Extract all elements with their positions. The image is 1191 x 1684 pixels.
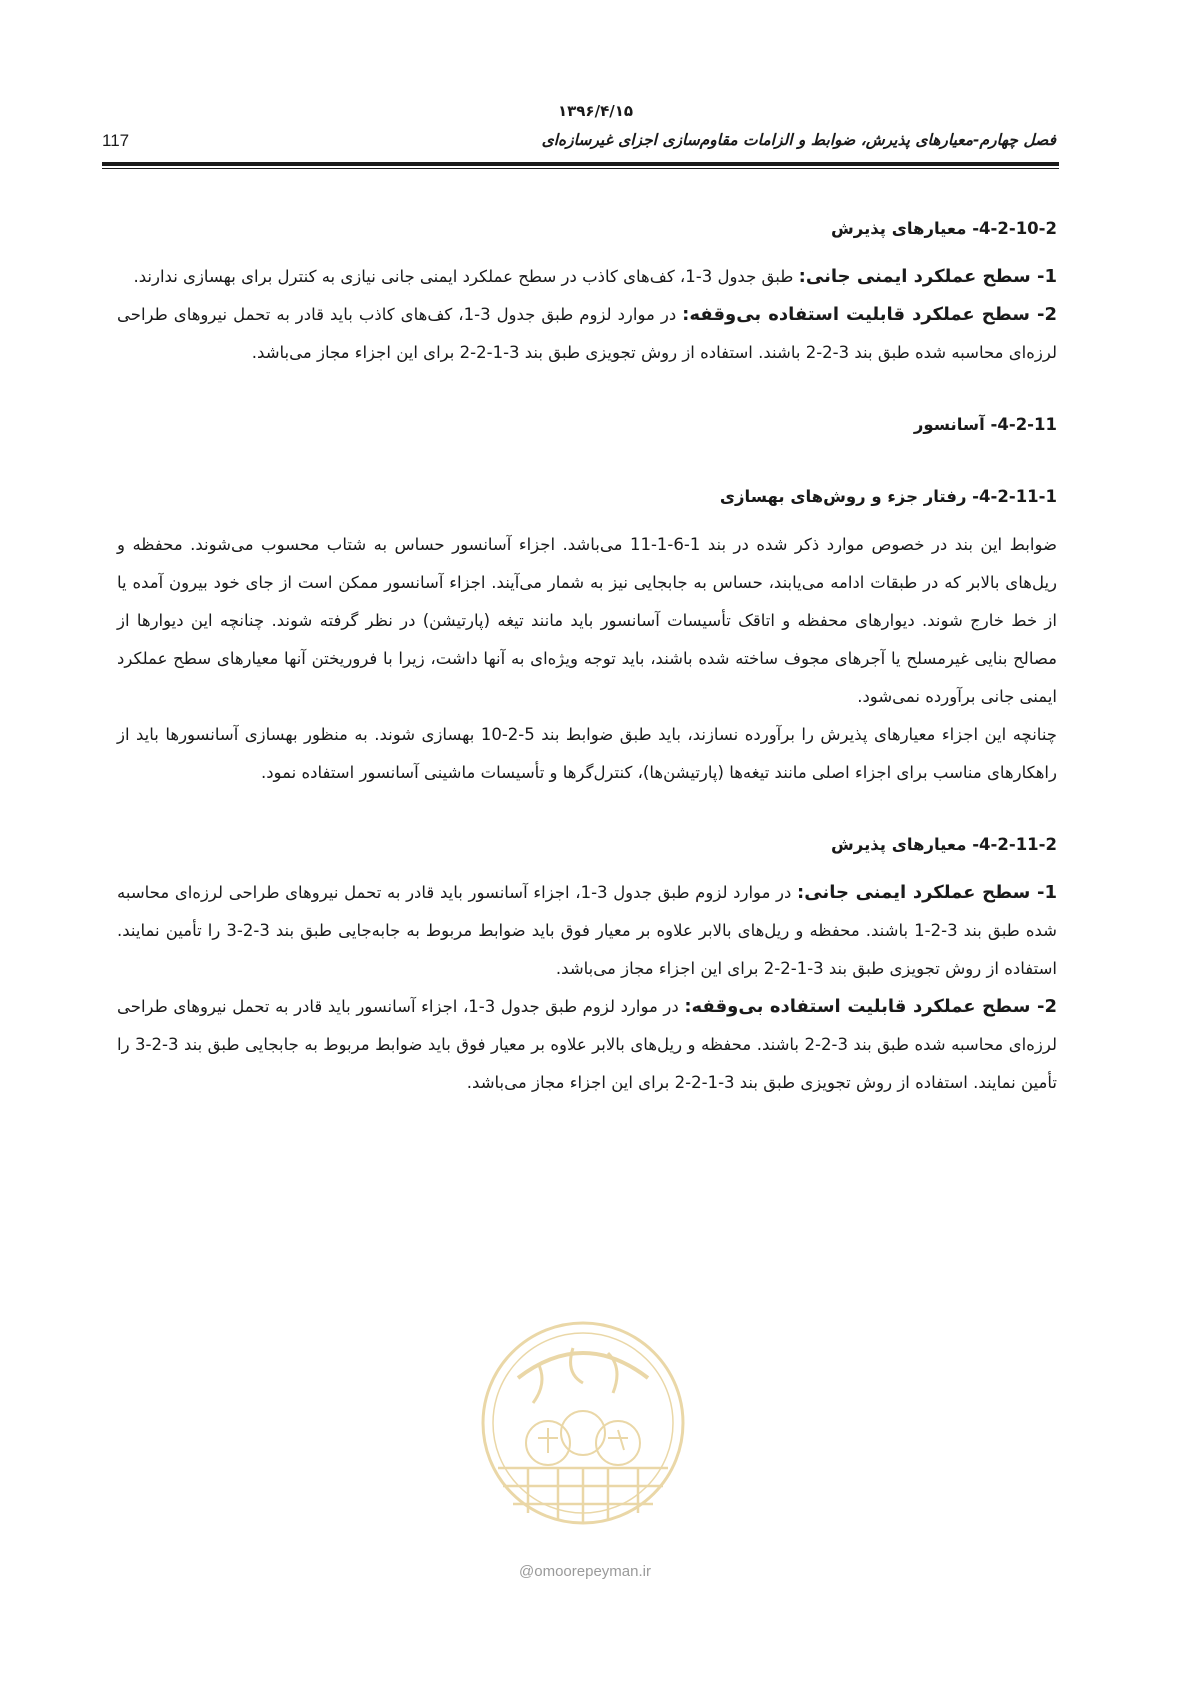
section-heading-component-behavior: 4-2-11-1- رفتار جزء و روش‌های بهسازی — [719, 487, 1057, 506]
paragraph-life-safety-elevator — [117, 874, 1057, 988]
watermark-site: @omoorepeyman.ir — [519, 1563, 651, 1580]
header-rule-thick — [102, 162, 1059, 166]
paragraph-elevator-retrofit: چنانچه این اجزاء معیارهای پذیرش را برآورده نسازند، باید طبق ضوابط بند 5-2-10 بهسازی شوند. به منظور بهسازی آسانسورها باید از راهکارهای مناسب برای اجزاء اصلی مانند تیغه‌ها (پارتیشن‌ها)، کنترل‌گرها و تأسیسات ماشینی آسانسور استفاده نمود. — [117, 725, 1057, 782]
section-heading-elevator: 4-2-11- آسانسور — [913, 415, 1057, 434]
paragraph-text: در موارد لزوم طبق جدول 3-1، اجزاء آسانسور باید قادر به تحمل نیروهای طراحی لرزه‌ای محاسبه شده طبق بند 3-2-1 باشند. محفظه و ریل‌های بالابر علاوه بر معیار فوق باید ضوابط مربوط به جابه‌جایی طبق بند 3-2-3 را تأمین نمایند. استفاده از روش تجویزی طبق بند 3-1-2-2 برای این اجزاء مجاز می‌باشد. — [117, 883, 1057, 978]
watermark-logo-icon — [478, 1318, 688, 1528]
chapter-title: فصل چهارم-معیارهای پذیرش، ضوابط و الزامات مقاوم‌سازی اجزای غیرسازه‌ای — [541, 131, 1056, 149]
watermark-site-text: omoorepeyman.ir — [534, 1563, 651, 1580]
paragraph-immediate-occupancy-elevator — [117, 988, 1057, 1102]
paragraph-lead: 1- سطح عملکرد ایمنی جانی: — [797, 882, 1057, 903]
paragraph-lead: 1- سطح عملکرد ایمنی جانی: — [798, 266, 1057, 287]
paragraph-life-safety-floors — [117, 258, 1057, 296]
paragraph-lead: 2- سطح عملکرد قابلیت استفاده بی‌وقفه: — [682, 304, 1057, 325]
paragraph-text: طبق جدول 3-1، کف‌های کاذب در سطح عملکرد ایمنی جانی نیازی به کنترل برای بهسازی ندارند. — [133, 267, 799, 286]
header-rule-thin — [102, 168, 1059, 169]
page-number: 117 — [102, 131, 130, 150]
paragraph-text: در موارد لزوم طبق جدول 3-1، کف‌های کاذب باید قادر به تحمل نیروهای طراحی لرزه‌ای محاسبه شده طبق بند 3-2-2 باشند. استفاده از روش تجویزی طبق بند 3-1-2-2 برای این اجزاء مجاز می‌باشد. — [117, 305, 1057, 362]
section-heading-acceptance-criteria-elevator: 4-2-11-2- معیارهای پذیرش — [831, 835, 1057, 854]
paragraph-lead: 2- سطح عملکرد قابلیت استفاده بی‌وقفه: — [684, 996, 1057, 1017]
header-date: ۱۳۹۶/۴/۱۵ — [557, 102, 634, 120]
paragraph-elevator-behavior: ضوابط این بند در خصوص موارد ذکر شده در بند 1-6-1-11 می‌باشد. اجزاء آسانسور حساس به شتاب محسوب می‌شوند. محفظه و ریل‌های بالابر که در طبقات ادامه می‌یابند، حساس به جابجایی نیز به شمار می‌آیند. اجزاء آسانسور ممکن است از جای خود بیرون آمده یا از خط خارج شوند. دیوارهای محفظه و اتاقک تأسیسات آسانسور باید مانند تیغه (پارتیشن) در نظر گرفته شوند. چنانچه این دیوارها از مصالح بنایی غیرمسلح یا آجرهای مجوف ساخته شده باشند، باید توجه ویژه‌ای به آنها داشت، زیرا با فروریختن آنها معیارهای سطح عملکرد ایمنی جانی برآورده نمی‌شود. — [117, 535, 1057, 706]
page-content — [117, 210, 1057, 1102]
section-heading-acceptance-criteria-ceiling: 4-2-10-2- معیارهای پذیرش — [831, 219, 1057, 238]
paragraph-immediate-occupancy-floors — [117, 296, 1057, 372]
paragraph-text: در موارد لزوم طبق جدول 3-1، اجزاء آسانسور باید قادر به تحمل نیروهای طراحی لرزه‌ای محاسبه شده طبق بند 3-2-2 باشند. محفظه و ریل‌های بالابر علاوه بر معیار فوق باید ضوابط مربوط به جابجایی طبق بند 3-2-3 را تأمین نمایند. استفاده از روش تجویزی طبق بند 3-1-2-2 برای این اجزاء مجاز می‌باشد. — [117, 997, 1057, 1092]
